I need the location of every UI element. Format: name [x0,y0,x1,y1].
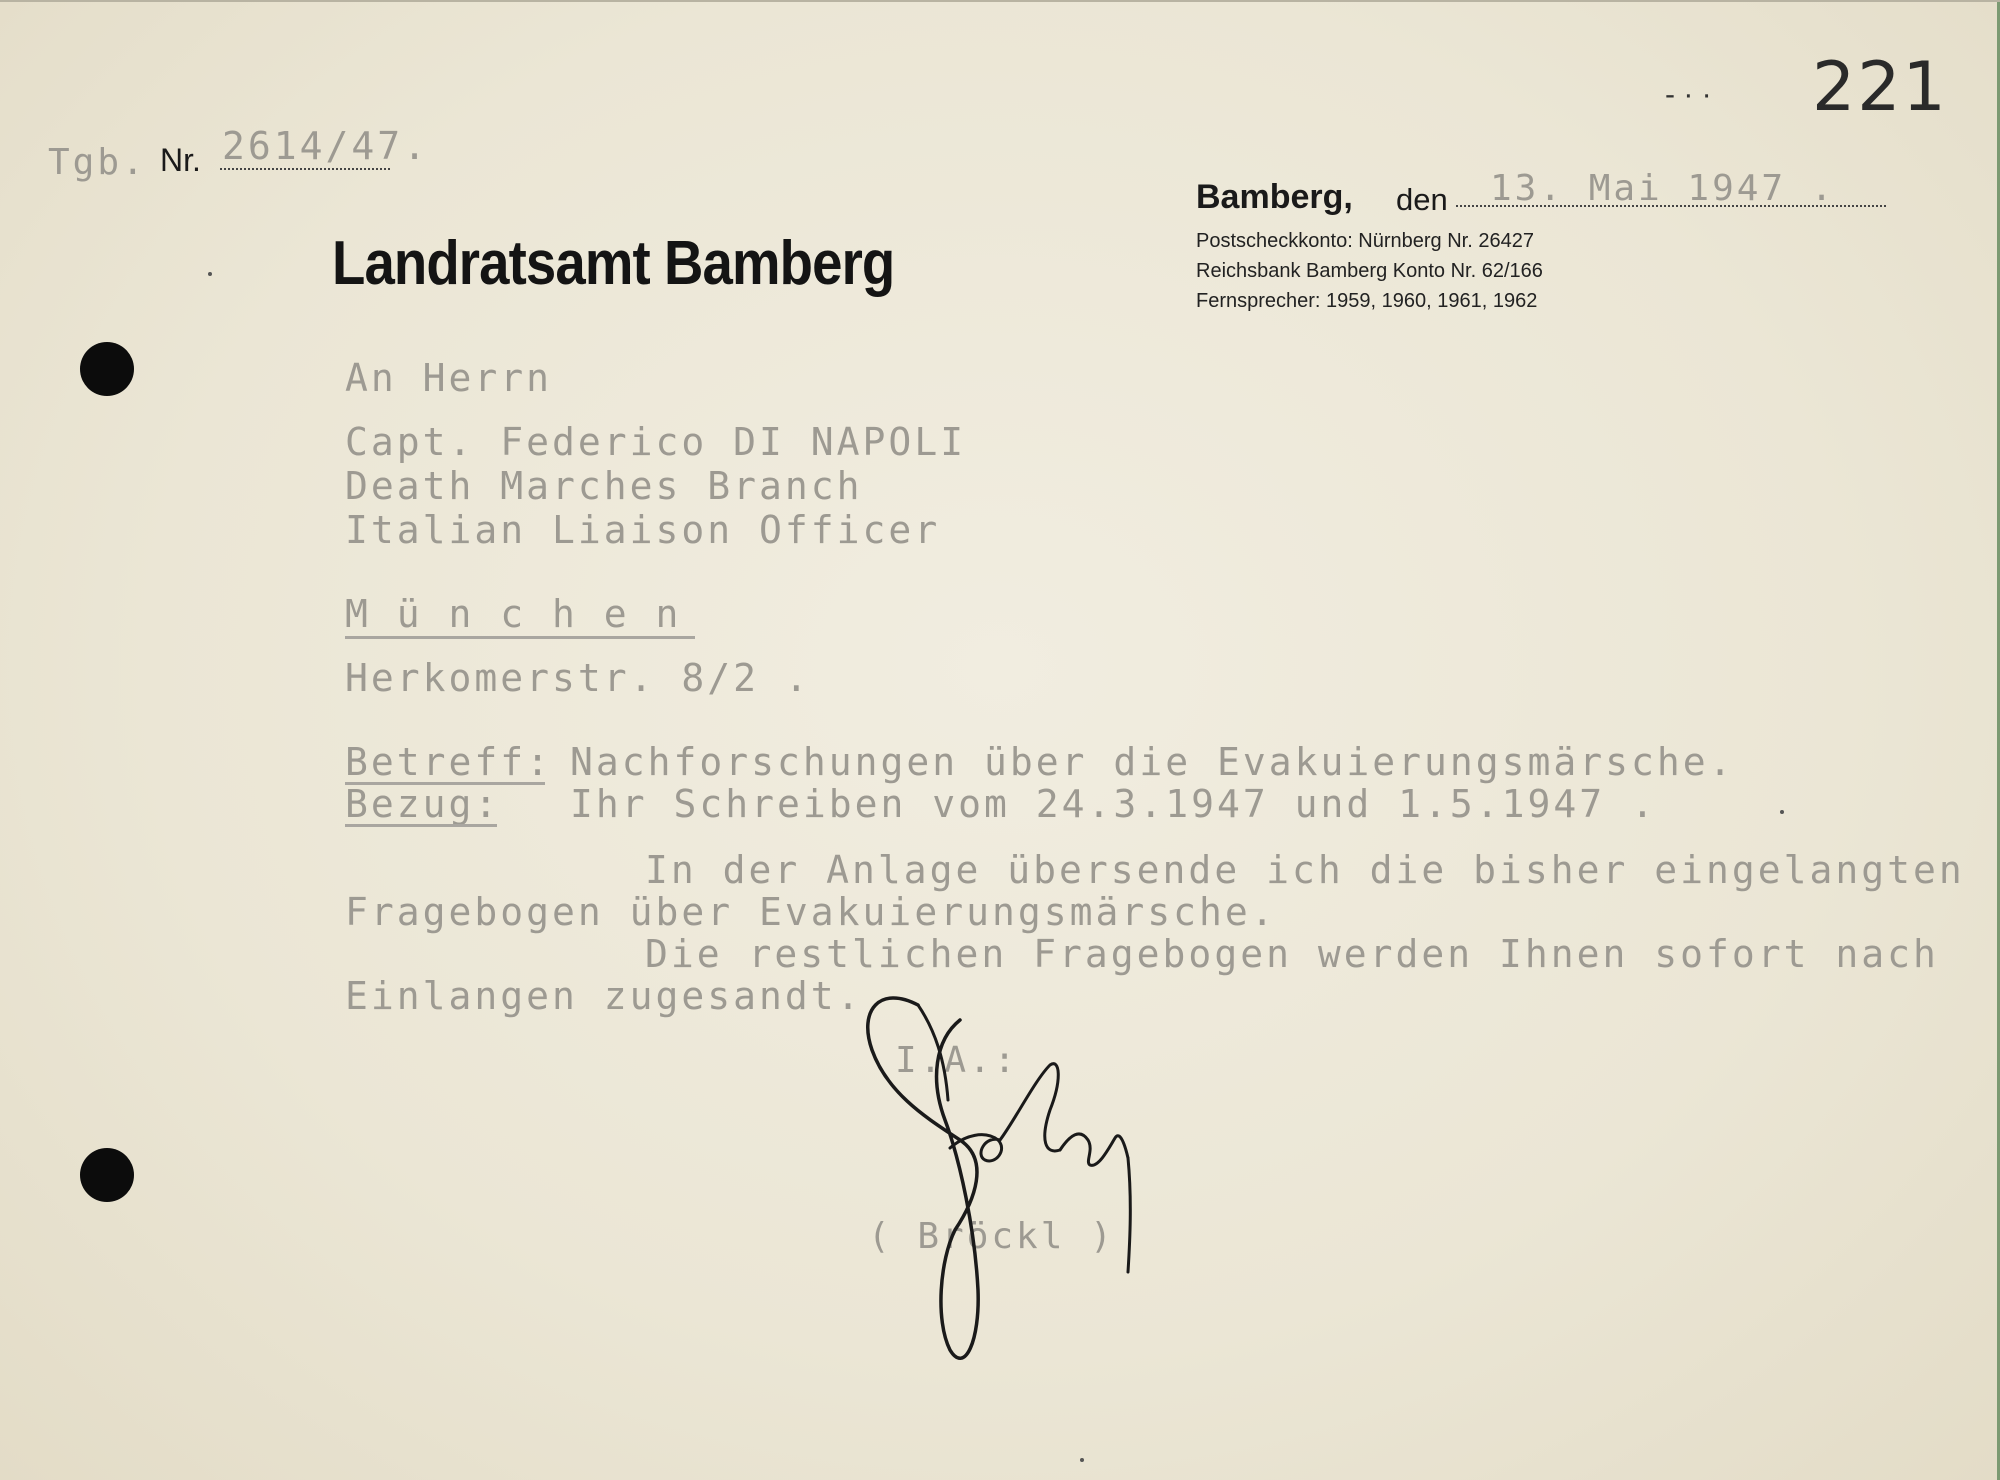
page-top-edge [0,0,2000,2]
bezug-text: Ihr Schreiben vom 24.3.1947 und 1.5.1947 . [570,782,1657,826]
den-label: den [1396,182,1448,217]
address-line-2: Death Marches Branch [345,464,863,508]
nr-label: Nr. [160,142,201,178]
paper-speck [1080,1458,1084,1462]
betreff-text: Nachforschungen über die Evakuierungsmärsche. [570,740,1735,784]
postscheck-line: Postscheckkonto: Nürnberg Nr. 26427 [1196,230,1534,252]
bezug-label: Bezug: [345,782,501,826]
letterhead-title: Landratsamt Bamberg [332,229,895,298]
paper-speck [1780,810,1784,814]
tgb-label: Tgb. [48,142,147,183]
paper-speck [208,272,212,276]
address-line-3: Italian Liaison Officer [345,508,941,552]
signature-name: ( Bröckl ) [868,1216,1115,1257]
phone-line: Fernsprecher: 1959, 1960, 1961, 1962 [1196,290,1538,312]
body-p2-line1: Die restlichen Fragebogen werden Ihnen sofort nach [645,932,1939,976]
body-p1-line1: In der Anlage übersende ich die bisher eingelangten [645,848,1965,892]
archive-mark: - · · [1665,78,1712,111]
punch-hole-top [80,342,134,396]
reichsbank-line: Reichsbank Bamberg Konto Nr. 62/166 [1196,260,1543,282]
archive-number: 221 [1812,48,1948,127]
salutation: An Herrn [345,356,553,400]
letter-date: 13. Mai 1947 . [1490,168,1836,209]
place-name: Bamberg, [1196,178,1353,216]
address-line-1: Capt. Federico DI NAPOLI [345,420,967,464]
punch-hole-bottom [80,1148,134,1202]
address-city: M ü n c h e n [345,592,682,636]
betreff-label: Betreff: [345,740,553,784]
body-p2-line2: Einlangen zugesandt. [345,974,863,1018]
body-p1-line2: Fragebogen über Evakuierungsmärsche. [345,890,1277,934]
tgb-number-dotline [220,168,390,170]
bezug-underline [345,824,497,827]
address-street: Herkomerstr. 8/2 . [345,656,811,700]
city-underline [345,636,695,639]
signature-ia: I.A.: [895,1040,1019,1081]
tgb-number: 2614/47. [222,124,430,168]
